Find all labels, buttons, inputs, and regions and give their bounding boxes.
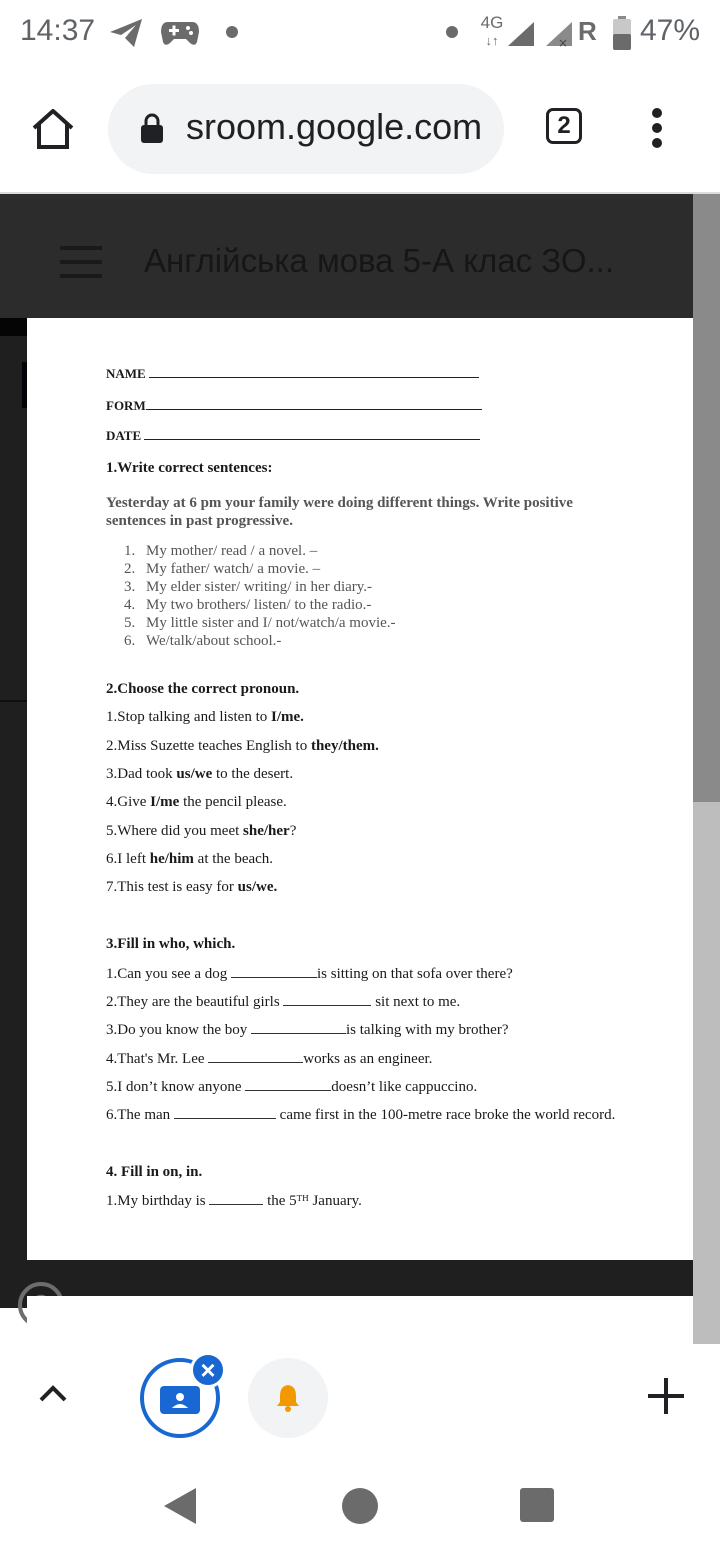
telegram-icon: [108, 16, 144, 50]
list-item: 6. We/talk/about school.-: [124, 633, 282, 649]
battery-percentage: 47%: [640, 14, 701, 47]
network-type: 4G ↓↑: [480, 13, 504, 48]
signal-no-service-icon: [544, 20, 574, 48]
tab-switcher-button[interactable]: 2: [546, 108, 582, 144]
list-item: 5. My little sister and I/ not/watch/a movie.-: [124, 615, 396, 631]
list-item: 4. My two brothers/ listen/ to the radio.-: [124, 597, 372, 613]
battery-icon: [612, 16, 632, 50]
exercise-line: 3.Do you know the boy is talking with my brother?: [106, 1022, 509, 1038]
exercise-line: 5.Where did you meet she/her?: [106, 823, 297, 839]
plus-icon[interactable]: [646, 1376, 686, 1416]
scrollbar-thumb[interactable]: [693, 194, 720, 802]
list-item: 2. My father/ watch/ a movie. –: [124, 561, 321, 577]
exercise-line: 6.The man came first in the 100-metre race broke the world record.: [106, 1107, 616, 1123]
signal-icon: [506, 20, 536, 48]
section-1-instruction: Yesterday at 6 pm your family were doing different things. Write positive sentences in past progressive.: [106, 495, 573, 529]
answer-blank: [208, 1050, 303, 1063]
overflow-menu-icon[interactable]: [640, 108, 674, 148]
status-time: 14:37: [20, 14, 96, 47]
chevron-up-icon[interactable]: [36, 1382, 70, 1404]
section-3-title: 3.Fill in who, which.: [106, 936, 236, 952]
exercise-line: 2.Miss Suzette teaches English to they/them.: [106, 738, 379, 754]
exercise-line: 3.Dad took us/we to the desert.: [106, 766, 294, 782]
bell-icon: [274, 1382, 302, 1412]
section-2-title: 2.Choose the correct pronoun.: [106, 681, 300, 697]
answer-blank: [245, 1078, 331, 1091]
exercise-line: 1.Can you see a dog is sitting on that sofa over there?: [106, 966, 513, 982]
close-icon[interactable]: ×: [190, 1352, 226, 1388]
lock-icon: [140, 112, 164, 144]
exercise-line: 4.Give I/me the pencil please.: [106, 794, 287, 810]
browser-toolbar: [0, 68, 720, 194]
list-item: 1. My mother/ read / a novel. –: [124, 543, 318, 559]
exercise-line: 4.That's Mr. Lee works as an engineer.: [106, 1051, 433, 1067]
form-blank: [146, 399, 482, 410]
form-field: FORM: [106, 398, 482, 414]
list-item: 3. My elder sister/ writing/ in her diary.-: [124, 579, 373, 595]
home-button-icon[interactable]: [342, 1488, 378, 1524]
system-navigation-bar: [0, 1452, 720, 1560]
notification-dot-icon: [226, 26, 238, 38]
name-field: NAME: [106, 366, 479, 382]
back-icon[interactable]: [160, 1484, 200, 1528]
answer-blank: [209, 1192, 263, 1205]
classroom-header: [0, 194, 693, 336]
exercise-line: 5.I don’t know anyone doesn’t like cappuccino.: [106, 1079, 478, 1095]
notification-dot-icon: [446, 26, 458, 38]
answer-blank: [174, 1106, 276, 1119]
next-page-preview: [27, 1296, 693, 1344]
notification-chat-head[interactable]: [248, 1358, 328, 1438]
url-text: sroom.google.com: [186, 106, 483, 147]
section-1-title: 1.Write correct sentences:: [106, 460, 273, 476]
classroom-icon: [160, 1386, 200, 1414]
viewer-bottom-strip: [0, 1260, 693, 1296]
section-4-title: 4. Fill in on, in.: [106, 1164, 203, 1180]
address-bar[interactable]: [108, 84, 504, 174]
roaming-indicator: R: [578, 16, 597, 46]
answer-blank: [231, 965, 317, 978]
hamburger-menu-icon[interactable]: [60, 246, 102, 278]
svg-text:×: ×: [558, 36, 569, 48]
answer-blank: [283, 993, 371, 1006]
home-icon[interactable]: [30, 106, 76, 152]
gamepad-icon: [160, 18, 200, 48]
date-blank: [144, 429, 480, 440]
exercise-line: 1.Stop talking and listen to I/me.: [106, 709, 304, 725]
date-field: DATE: [106, 428, 480, 444]
exercise-line: 1.My birthday is the 5ᵀᴴ January.: [106, 1193, 362, 1209]
section-1-list: [124, 542, 396, 650]
exercise-line: 7.This test is easy for us/we.: [106, 879, 278, 895]
name-blank: [149, 367, 479, 378]
recents-icon[interactable]: [520, 1488, 554, 1522]
exercise-line: 2.They are the beautiful girls sit next to me.: [106, 994, 461, 1010]
answer-blank: [251, 1021, 346, 1034]
bottom-app-bar: [0, 1344, 720, 1454]
exercise-line: 6.I left he/him at the beach.: [106, 851, 274, 867]
status-bar: [0, 0, 720, 68]
worksheet-page: [27, 318, 693, 1260]
course-title: Англійська мова 5-А клас ЗО...: [144, 242, 615, 279]
